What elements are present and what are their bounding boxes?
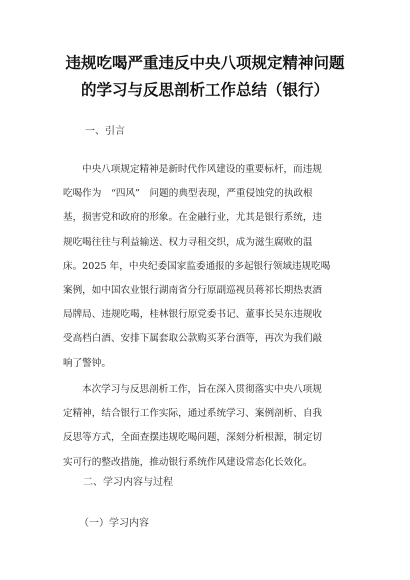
subsection-heading-learning-content: （一）学习内容 — [79, 518, 149, 529]
paragraph-1-line: 响了警钟。 — [63, 357, 111, 369]
section-heading-introduction: 一、引言 — [85, 126, 125, 137]
paragraph-1 — [63, 158, 350, 376]
title-line-2: 的学习与反思剖析工作总结（银行） — [80, 81, 329, 99]
paragraph-2-line: 反思等方式，全面查摆违规吃喝问题，深刻分析根源，制定切 — [63, 432, 323, 444]
paragraph-1-line: 受高档白酒、安排下属套取公款购买茅台酒等，再次为我们敲 — [63, 333, 323, 345]
section-heading-learning-content-process: 二、学习内容与过程 — [83, 477, 173, 488]
paragraph-2-line: 实可行的整改措施，推动银行系统作风建设常态化长效化。 — [63, 456, 313, 468]
paragraph-1-line: 案例，如中国农业银行湖南省分行原副巡视员蒋祁长期热衷酒 — [63, 285, 323, 297]
paragraph-1-line: 局牌局、违规吃喝，桂林银行原党委书记、董事长吴东违规收 — [63, 309, 323, 321]
paragraph-1-line: 吃喝作为 “四风” 问题的典型表现，严重侵蚀党的执政根 — [63, 188, 313, 200]
paragraph-2-line: 定精神，结合银行工作实际，通过系统学习、案例剖析、自我 — [63, 408, 323, 420]
title-line-1: 违规吃喝严重违反中央八项规定精神问题 — [65, 54, 345, 72]
paragraph-1-line: 基，损害党和政府的形象。在金融行业，尤其是银行系统，违 — [63, 212, 323, 224]
document-title — [20, 50, 390, 104]
paragraph-2 — [63, 378, 350, 475]
paragraph-1-line: 中央八项规定精神是新时代作风建设的重要标杆，而违规 — [82, 164, 322, 175]
paragraph-1-line: 床。2025 年，中央纪委国家监委通报的多起银行领域违规吃喝 — [63, 260, 331, 272]
paragraph-1-line: 规吃喝往往与利益输送、权力寻租交织，成为滋生腐败的温 — [63, 236, 313, 248]
paragraph-2-line: 本次学习与反思剖析工作，旨在深入贯彻落实中央八项规 — [82, 384, 322, 395]
